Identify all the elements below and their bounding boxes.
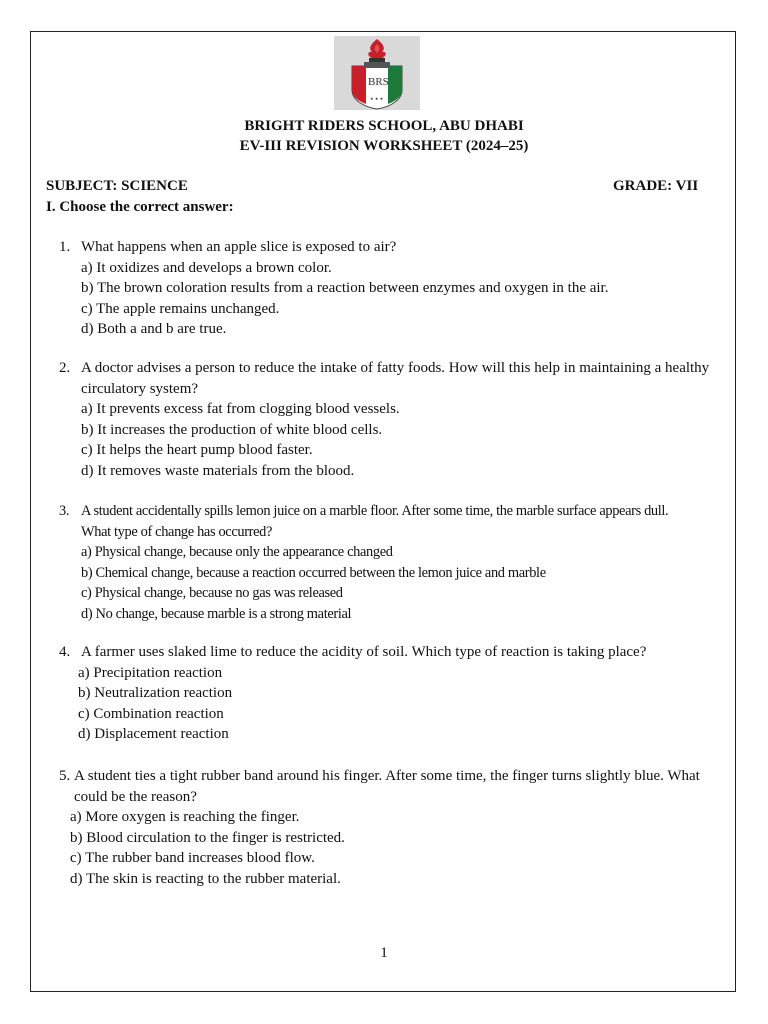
question-stem: A farmer uses slaked lime to reduce the acidity of soil. Which type of reaction is taking place? (81, 644, 647, 660)
question-5 (59, 766, 729, 896)
question-stem: What happens when an apple slice is exposed to air? (81, 239, 397, 255)
question-number: 1. (59, 239, 71, 255)
option-c: c) Combination reaction (78, 705, 224, 722)
option-a: a) Precipitation reaction (78, 664, 223, 681)
question-number: 4. (59, 644, 71, 660)
option-b: b) Chemical change, because a reaction occurred between the lemon juice and marble (81, 564, 546, 581)
question-stem-line-2: circulatory system? (81, 380, 199, 397)
question-number: 5. (59, 768, 71, 784)
question-3 (59, 501, 729, 631)
option-a: a) It prevents excess fat from clogging blood vessels. (81, 401, 400, 417)
option-d: d) The skin is reacting to the rubber material. (70, 870, 341, 887)
school-name: BRIGHT RIDERS SCHOOL, ABU DHABI (244, 118, 524, 134)
question-stem-line-2: could be the reason? (74, 788, 197, 805)
question-4 (59, 642, 729, 752)
option-c: c) The apple remains unchanged. (81, 300, 280, 317)
question-stem-line-2: What type of change has occurred? (81, 523, 273, 540)
page-number: 1 (380, 945, 388, 961)
option-a: a) More oxygen is reaching the finger. (70, 809, 300, 825)
svg-text:★ ★ ★: ★ ★ ★ (370, 96, 384, 101)
option-d: d) Displacement reaction (78, 726, 229, 742)
option-d: d) It removes waste materials from the blood. (81, 462, 355, 479)
option-b: b) Neutralization reaction (78, 685, 233, 701)
option-d: d) Both a and b are true. (81, 321, 227, 337)
option-d: d) No change, because marble is a strong material (81, 605, 352, 622)
section-heading: I. Choose the correct answer: (46, 199, 234, 215)
question-1 (59, 237, 729, 347)
question-2 (59, 358, 729, 488)
question-stem-line-1: A student ties a tight rubber band around his finger. After some time, the finger turns slightly blue. What (74, 768, 700, 784)
option-a: a) Physical change, because only the appearance changed (81, 544, 393, 560)
option-c: c) It helps the heart pump blood faster. (81, 442, 313, 458)
worksheet-title: EV-III REVISION WORKSHEET (2024–25) (239, 138, 529, 154)
option-b: b) It increases the production of white blood cells. (81, 421, 383, 438)
school-logo (334, 36, 420, 110)
question-number: 3. (59, 503, 70, 519)
option-a: a) It oxidizes and develops a brown color. (81, 259, 332, 276)
grade-label: GRADE: VII (613, 178, 699, 194)
option-b: b) The brown coloration results from a reaction between enzymes and oxygen in the air. (81, 280, 609, 296)
option-c: c) The rubber band increases blood flow. (70, 850, 315, 866)
question-stem-line-1: A student accidentally spills lemon juice on a marble floor. After some time, the marble surface appears dull. (81, 503, 669, 519)
subject-label: SUBJECT: SCIENCE (46, 178, 188, 194)
logo-text: BRS (368, 76, 389, 88)
option-b: b) Blood circulation to the finger is restricted. (70, 829, 345, 846)
question-stem-line-1: A doctor advises a person to reduce the intake of fatty foods. How will this help in maintaining a healthy (81, 360, 710, 376)
option-c: c) Physical change, because no gas was released (81, 585, 343, 601)
question-number: 2. (59, 360, 71, 376)
